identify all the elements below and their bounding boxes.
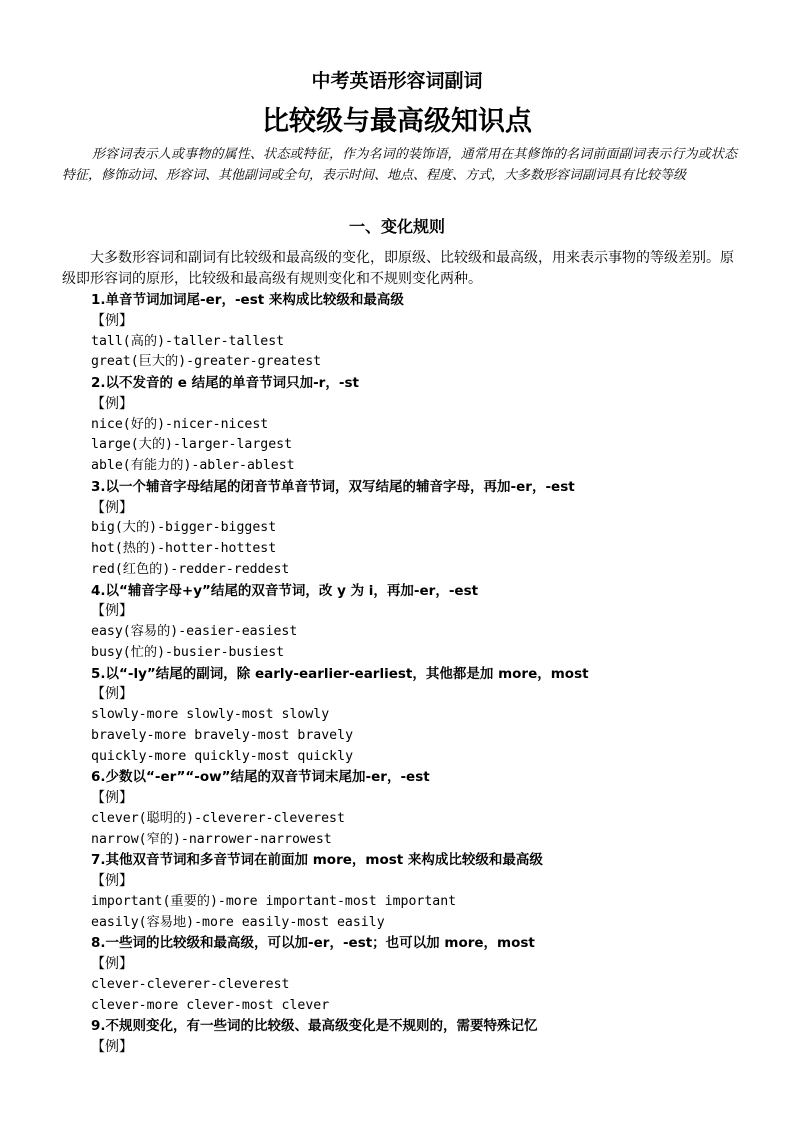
rule-heading: 2.以不发音的 e 结尾的单音节词只加-r，-st [91, 375, 359, 391]
rule-heading: 5.以“-ly”结尾的副词，除 early-earlier-earliest，其他都是加 more，most [91, 665, 589, 682]
example-line: clever-cleverer-cleverest [91, 976, 290, 992]
example-line: great(巨大的)-greater-greatest [91, 354, 322, 370]
example-label: 【例】 [91, 312, 133, 329]
example-line: tall(高的)-taller-tallest [91, 333, 285, 349]
example-label: 【例】 [91, 956, 133, 972]
example-line: slowly-more slowly-most slowly [91, 707, 330, 722]
rule-heading: 4.以“辅音字母+y”结尾的双音节词，改 y 为 i，再加-er，-est [91, 582, 479, 599]
rule-heading: 6.少数以“-er”“-ow”结尾的双音节词末尾加-er，-est [91, 769, 430, 786]
example-line: narrow(窄的)-narrower-narrowest [91, 831, 332, 847]
section-heading: 一、变化规则 [348, 217, 445, 236]
document-title: 中考英语形容词副词 [311, 70, 483, 92]
example-line: clever-more clever-most clever [91, 997, 330, 1013]
example-label: 【例】 [91, 603, 133, 620]
example-line: busy(忙的)-busier-busiest [91, 644, 285, 660]
example-line: clever(聪明的)-cleverer-cleverest [91, 810, 345, 826]
example-line: red(红色的)-redder-reddest [91, 561, 290, 577]
example-line: easily(容易地)-more easily-most easily [91, 914, 385, 930]
example-label: 【例】 [91, 395, 133, 412]
example-label: 【例】 [91, 686, 133, 703]
example-line: nice(好的)-nicer-nicest [91, 416, 269, 432]
document-subtitle: 比较级与最高级知识点 [262, 106, 532, 137]
rule-heading: 7.其他双音节词和多音节词在前面加 more，most 来构成比较级和最高级 [91, 852, 543, 869]
rule-heading: 8.一些词的比较级和最高级，可以加-er，-est；也可以加 more，most [91, 935, 535, 952]
rule-list [91, 290, 751, 1058]
rule-heading: 1.单音节词加词尾-er，-est 来构成比较级和最高级 [91, 292, 404, 308]
example-label: 【例】 [91, 873, 133, 889]
rule-heading: 9.不规则变化，有一些词的比较级、最高级变化是不规则的，需要特殊记忆 [91, 1018, 538, 1035]
example-line: quickly-more quickly-most quickly [91, 748, 354, 764]
rule-heading: 3.以一个辅音字母结尾的闭音节单音节词，双写结尾的辅音字母，再加-er，-est [91, 478, 575, 495]
example-label: 【例】 [91, 790, 133, 806]
example-line: hot(热的)-hotter-hottest [91, 541, 277, 556]
example-line: big(大的)-bigger-biggest [91, 520, 277, 536]
example-line: able(有能力的)-abler-ablest [91, 458, 295, 473]
section-paragraph: 大多数形容词和副词有比较级和最高级的变化，即原级、比较级和最高级，用来表示事物的等级差别。原级即形容词的原形，比较级和最高级有规则变化和不规则变化两种。 [62, 250, 734, 287]
example-line: easy(容易的)-easier-easiest [91, 624, 298, 639]
example-label: 【例】 [91, 1039, 133, 1055]
example-label: 【例】 [91, 499, 133, 516]
intro-paragraph: 形容词表示人或事物的属性、状态或特征，作为名词的装饰语，通常用在其修饰的名词前面副词表示行为或状态特征，修饰动词、形容词、其他副词或全句，表示时间、地点、程度、方式，大多数形容词副词具有比较等级 [62, 147, 737, 183]
example-line: large(大的)-larger-largest [91, 437, 293, 453]
example-line: bravely-more bravely-most bravely [91, 727, 354, 743]
example-line: important(重要的)-more important-most important [91, 893, 457, 909]
